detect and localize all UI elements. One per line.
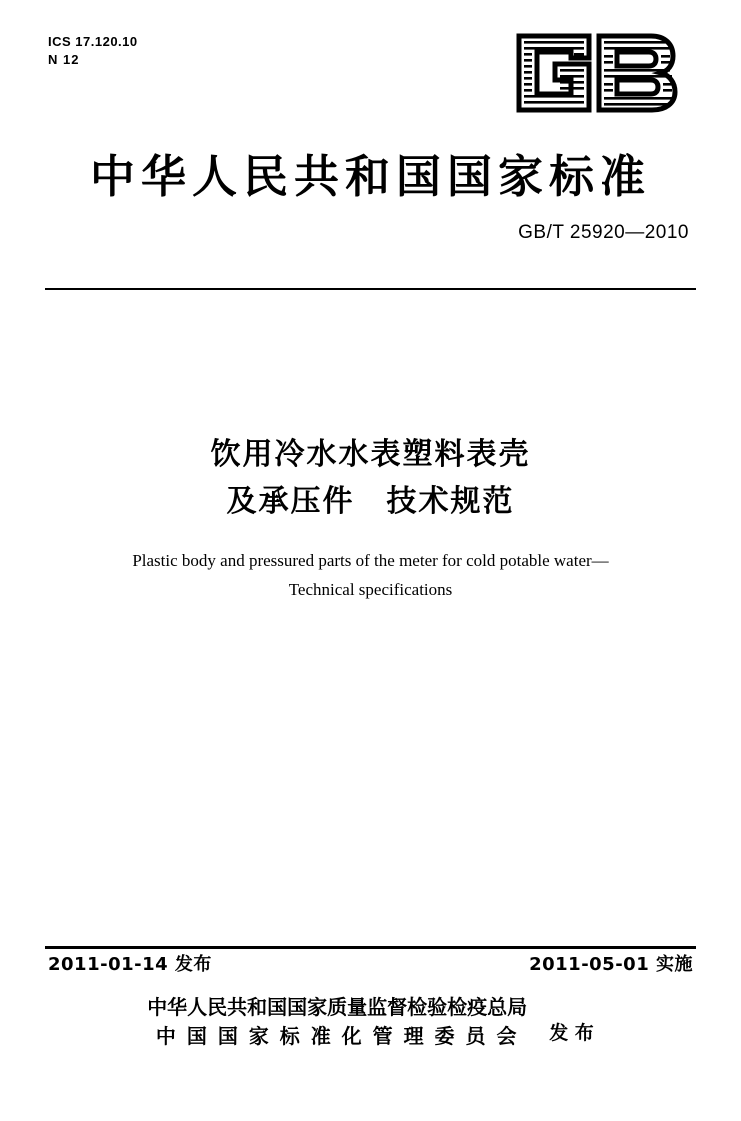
footer-divider (45, 946, 696, 949)
ics-block (48, 33, 138, 68)
page-title: 中华人民共和国国家标准 (89, 150, 651, 203)
publisher-names (147, 993, 527, 1051)
classification-code: N 12 (48, 51, 80, 67)
publisher-line-2: 中 国 国 家 标 准 化 管 理 委 员 会 (155, 1024, 519, 1048)
implementation-date: 2011-05-01 实施 (529, 954, 693, 975)
header-divider (45, 288, 696, 290)
standard-number: GB/T 25920—2010 (518, 222, 689, 243)
document-title-en-line2: Technical specifications (288, 579, 453, 599)
publisher-issue-label: 发 布 (549, 1021, 594, 1044)
document-title-cn-line2: 及承压件 技术规范 (226, 483, 515, 519)
issue-date: 2011-01-14 发布 (48, 954, 212, 975)
publisher-line-1: 中华人民共和国国家质量监督检验检疫总局 (147, 995, 528, 1019)
document-title-en-line1: Plastic body and pressured parts of the meter for cold potable water— (132, 551, 609, 570)
document-title-cn-line1: 饮用冷水水表塑料表壳 (210, 437, 531, 472)
ics-code: ICS 17.120.10 (48, 34, 138, 49)
date-row (48, 950, 693, 976)
publisher-block (0, 993, 741, 1051)
document-title-block (0, 432, 741, 605)
gb-logo-icon (511, 28, 681, 118)
